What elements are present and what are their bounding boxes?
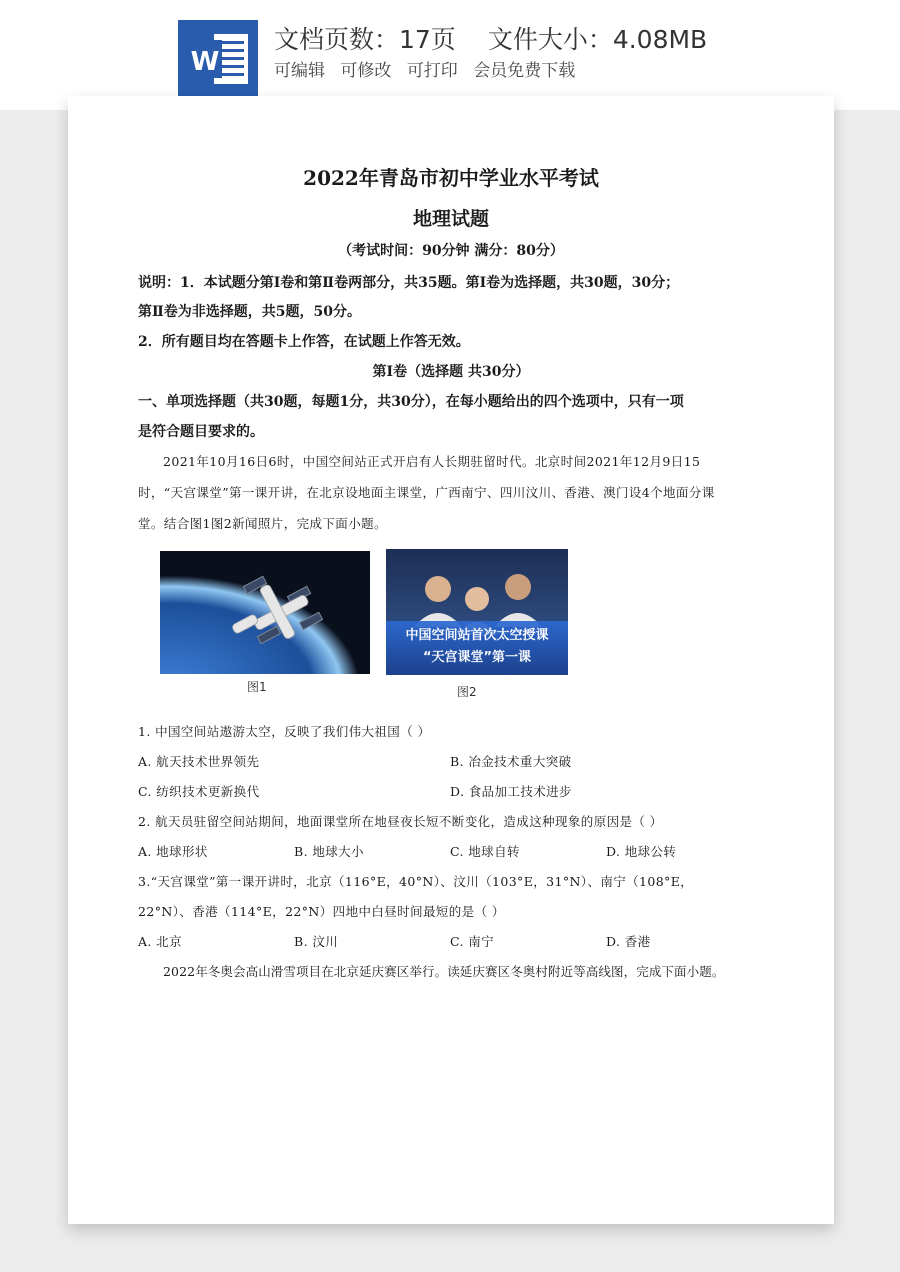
passage-1-line-3: 堂。结合图1图2新闻照片，完成下面小题。 (138, 516, 387, 531)
figure-1-caption: 图1 (247, 680, 267, 694)
file-info (274, 20, 707, 56)
question-1-option-d: D. 食品加工技术进步 (450, 784, 572, 799)
passage-1-line-1: 2021年10月16日6时，中国空间站正式开启有人长期驻留时代。北京时间2021年12月9日15 (163, 454, 701, 469)
passage-1-line-2: 时，“天宫课堂”第一课开讲，在北京设地面主课堂，广西南宁、四川汶川、香港、澳门设4个地面分课 (138, 485, 715, 500)
exam-info: （考试时间：90分钟 满分：80分） (338, 243, 564, 259)
feature-modifiable: 可修改 (340, 61, 392, 81)
question-1-option-c: C. 纺织技术更新换代 (138, 784, 260, 799)
question-3-line-2: 22°N）、香港（114°E，22°N）四地中白昼时间最短的是（ ） (138, 904, 505, 919)
feature-list (274, 56, 585, 81)
page-count: 文档页数：17页 (274, 25, 456, 54)
figure-2-banner-line-1: 中国空间站首次太空授课 (405, 628, 549, 643)
question-1: 1. 中国空间站遨游太空，反映了我们伟大祖国（ ） (138, 724, 431, 739)
figure-2-astronauts-photo (386, 549, 568, 675)
question-2-option-a: A. 地球形状 (138, 844, 208, 859)
figure-2-banner-line-2: “天宫课堂”第一课 (422, 650, 532, 665)
figure-2-caption: 图2 (457, 685, 477, 699)
passage-2: 2022年冬奥会高山滑雪项目在北京延庆赛区举行。读延庆赛区冬奥村附近等高线图，完成下面小题。 (163, 964, 725, 979)
feature-member-download: 会员免费下载 (473, 61, 576, 81)
question-2-option-c: C. 地球自转 (450, 844, 520, 859)
feature-editable: 可编辑 (274, 61, 325, 81)
question-1-option-a: A. 航天技术世界领先 (138, 754, 260, 769)
question-2: 2. 航天员驻留空间站期间，地面课堂所在地昼夜长短不断变化，造成这种现象的原因是（ ） (138, 814, 663, 829)
note-line-3: 2．所有题目均在答题卡上作答，在试题上作答无效。 (138, 334, 470, 350)
download-banner (0, 0, 900, 110)
exam-subtitle: 地理试题 (412, 208, 489, 230)
question-3-option-d: D. 香港 (606, 934, 651, 949)
svg-text:W: W (190, 47, 220, 77)
question-3-option-b: B. 汶川 (294, 934, 339, 949)
figure-1-space-station-photo (160, 551, 370, 674)
note-line-1: 说明：1．本试题分第Ⅰ卷和第Ⅱ卷两部分，共35题。第Ⅰ卷为选择题，共30题，30分； (138, 275, 680, 291)
feature-printable: 可打印 (406, 61, 458, 81)
question-3-option-a: A. 北京 (138, 934, 182, 949)
part-1-instruction-line-1: 一、单项选择题（共30题，每题1分，共30分），在每小题给出的四个选项中，只有一项 (138, 394, 684, 410)
part-1-instruction-line-2: 是符合题目要求的。 (138, 424, 264, 440)
note-line-2: 第Ⅱ卷为非选择题，共5题，50分。 (138, 304, 362, 320)
section-1-title: 第Ⅰ卷（选择题 共30分） (372, 364, 530, 380)
word-document-icon (178, 20, 258, 96)
document-page (68, 96, 834, 1224)
question-1-option-b: B. 冶金技术重大突破 (450, 754, 572, 769)
question-2-option-b: B. 地球大小 (294, 844, 364, 859)
question-3-line-1: 3.“天宫课堂”第一课开讲时，北京（116°E，40°N）、汶川（103°E，31°N）、南宁（108°E， (138, 874, 694, 889)
file-size: 文件大小：4.08MB (487, 25, 708, 54)
exam-title: 2022年青岛市初中学业水平考试 (303, 166, 599, 190)
question-2-option-d: D. 地球公转 (606, 844, 677, 859)
question-3-option-c: C. 南宁 (450, 934, 495, 949)
